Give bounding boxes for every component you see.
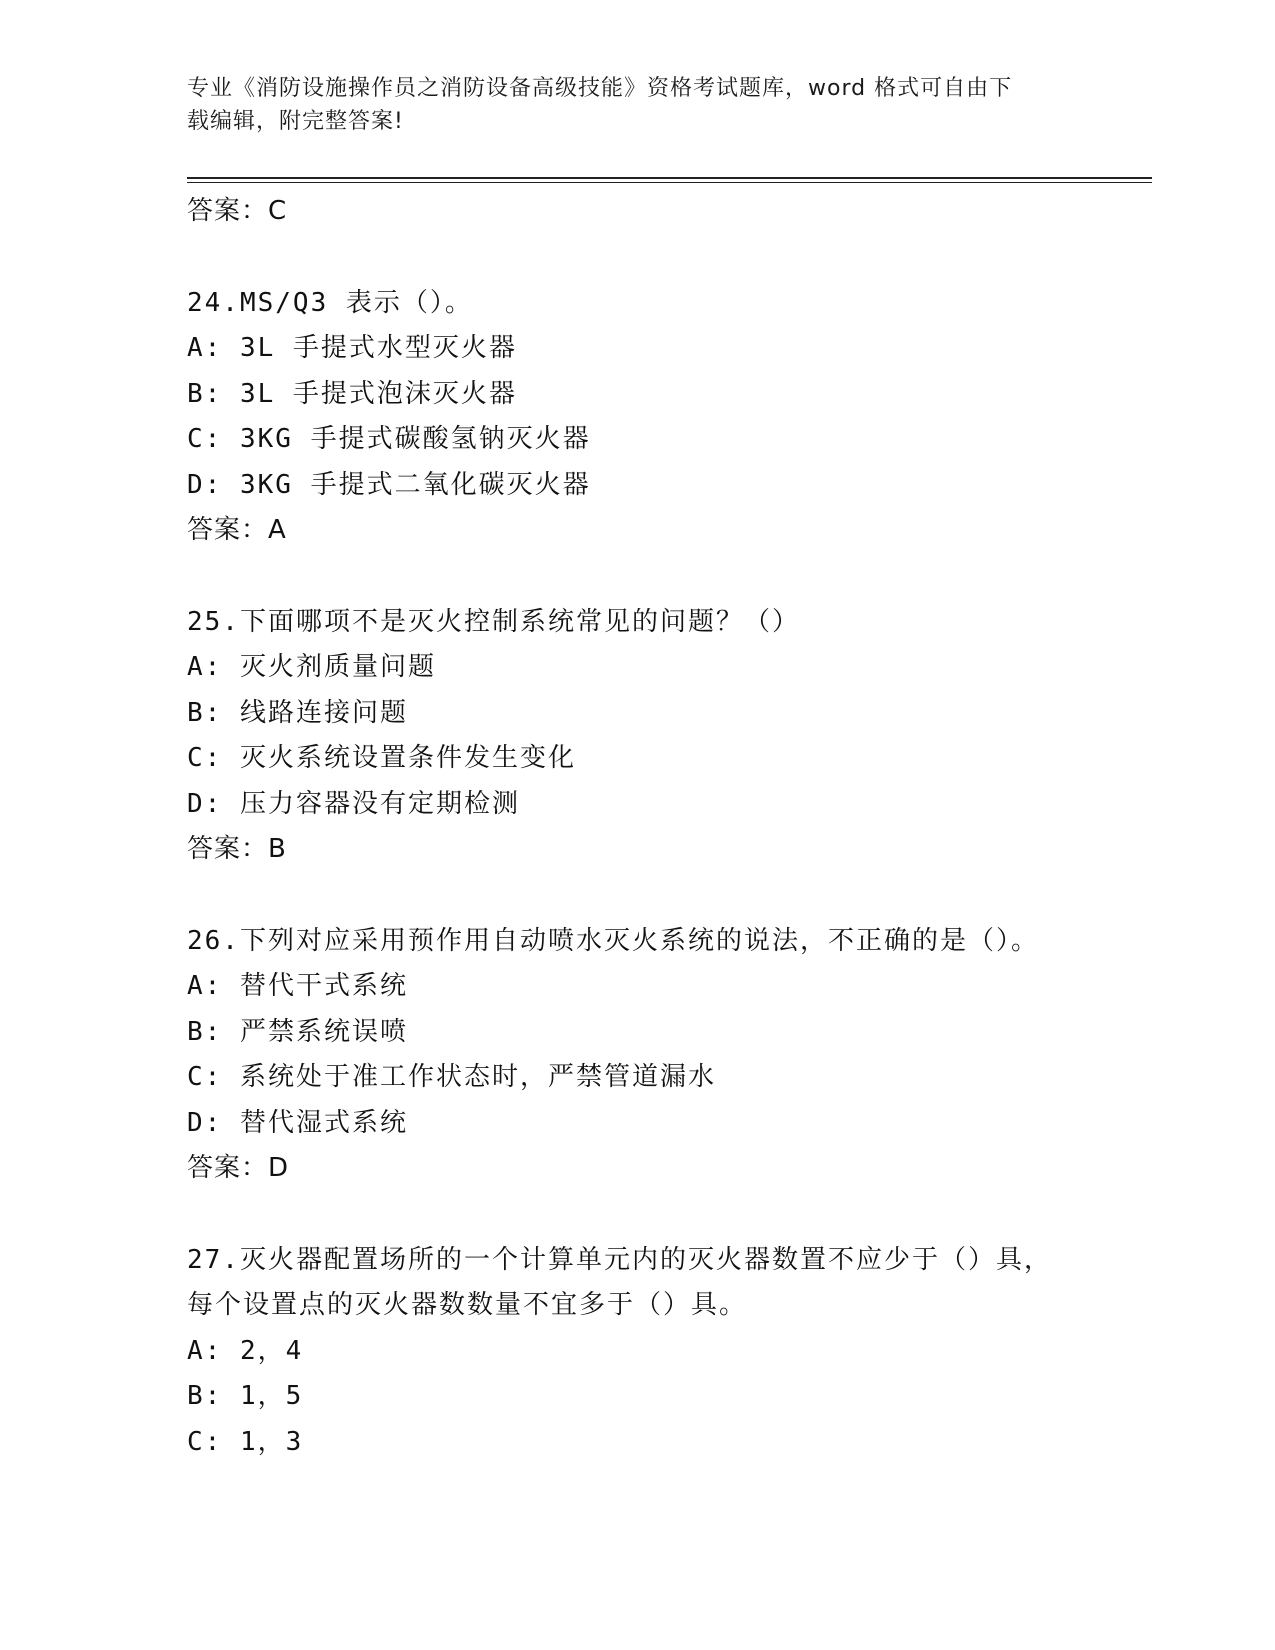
- question-24: [187, 281, 1152, 554]
- option-b: B: 1，5: [187, 1381, 304, 1411]
- question-stem: 24.MS/Q3 表示（）。: [187, 287, 473, 318]
- option-b: B: 线路连接问题: [187, 697, 408, 728]
- answer-line: 答案：A: [187, 515, 287, 545]
- header-line-2: 载编辑，附完整答案!: [187, 109, 404, 134]
- header-divider-thin: [187, 182, 1152, 183]
- document-header: [187, 72, 1087, 138]
- option-d: D: 替代湿式系统: [187, 1107, 408, 1138]
- header-line-1: 专业《消防设施操作员之消防设备高级技能》资格考试题库，word 格式可自由下: [187, 76, 1013, 101]
- question-stem: 26.下列对应采用预作用自动喷水灭火系统的说法，不正确的是（）。: [187, 925, 1039, 956]
- option-b: B: 3L 手提式泡沫灭火器: [187, 378, 517, 409]
- question-stem-line-2: 每个设置点的灭火器数数量不宜多于（）具。: [187, 1290, 748, 1320]
- spacer: [187, 554, 1152, 600]
- option-a: A: 灭火剂质量问题: [187, 652, 436, 682]
- answer-line-23: 答案：C: [187, 196, 288, 226]
- option-a: A: 3L 手提式水型灭火器: [187, 333, 517, 363]
- option-c: C: 灭火系统设置条件发生变化: [187, 743, 576, 773]
- option-d: D: 压力容器没有定期检测: [187, 788, 520, 819]
- answer-line: 答案：D: [187, 1153, 290, 1183]
- question-26: [187, 919, 1152, 1192]
- question-stem-line-1: 27.灭火器配置场所的一个计算单元内的灭火器数置不应少于（）具，: [187, 1244, 1052, 1275]
- option-c: C: 1，3: [187, 1426, 304, 1457]
- header-divider-thick: [187, 177, 1152, 179]
- option-a: A: 替代干式系统: [187, 971, 408, 1001]
- answer-line: 答案：B: [187, 834, 287, 864]
- spacer: [187, 873, 1152, 919]
- option-c: C: 系统处于准工作状态时，严禁管道漏水: [187, 1062, 716, 1092]
- option-a: A: 2，4: [187, 1335, 304, 1366]
- option-b: B: 严禁系统误喷: [187, 1016, 408, 1047]
- question-25: [187, 600, 1152, 873]
- question-stem: 25.下面哪项不是灭火控制系统常见的问题？（）: [187, 606, 800, 637]
- spacer: [187, 1192, 1152, 1238]
- question-content: [187, 189, 1152, 1465]
- spacer: [187, 235, 1152, 281]
- option-c: C: 3KG 手提式碳酸氢钠灭火器: [187, 424, 591, 454]
- option-d: D: 3KG 手提式二氧化碳灭火器: [187, 469, 591, 500]
- question-27: [187, 1238, 1152, 1466]
